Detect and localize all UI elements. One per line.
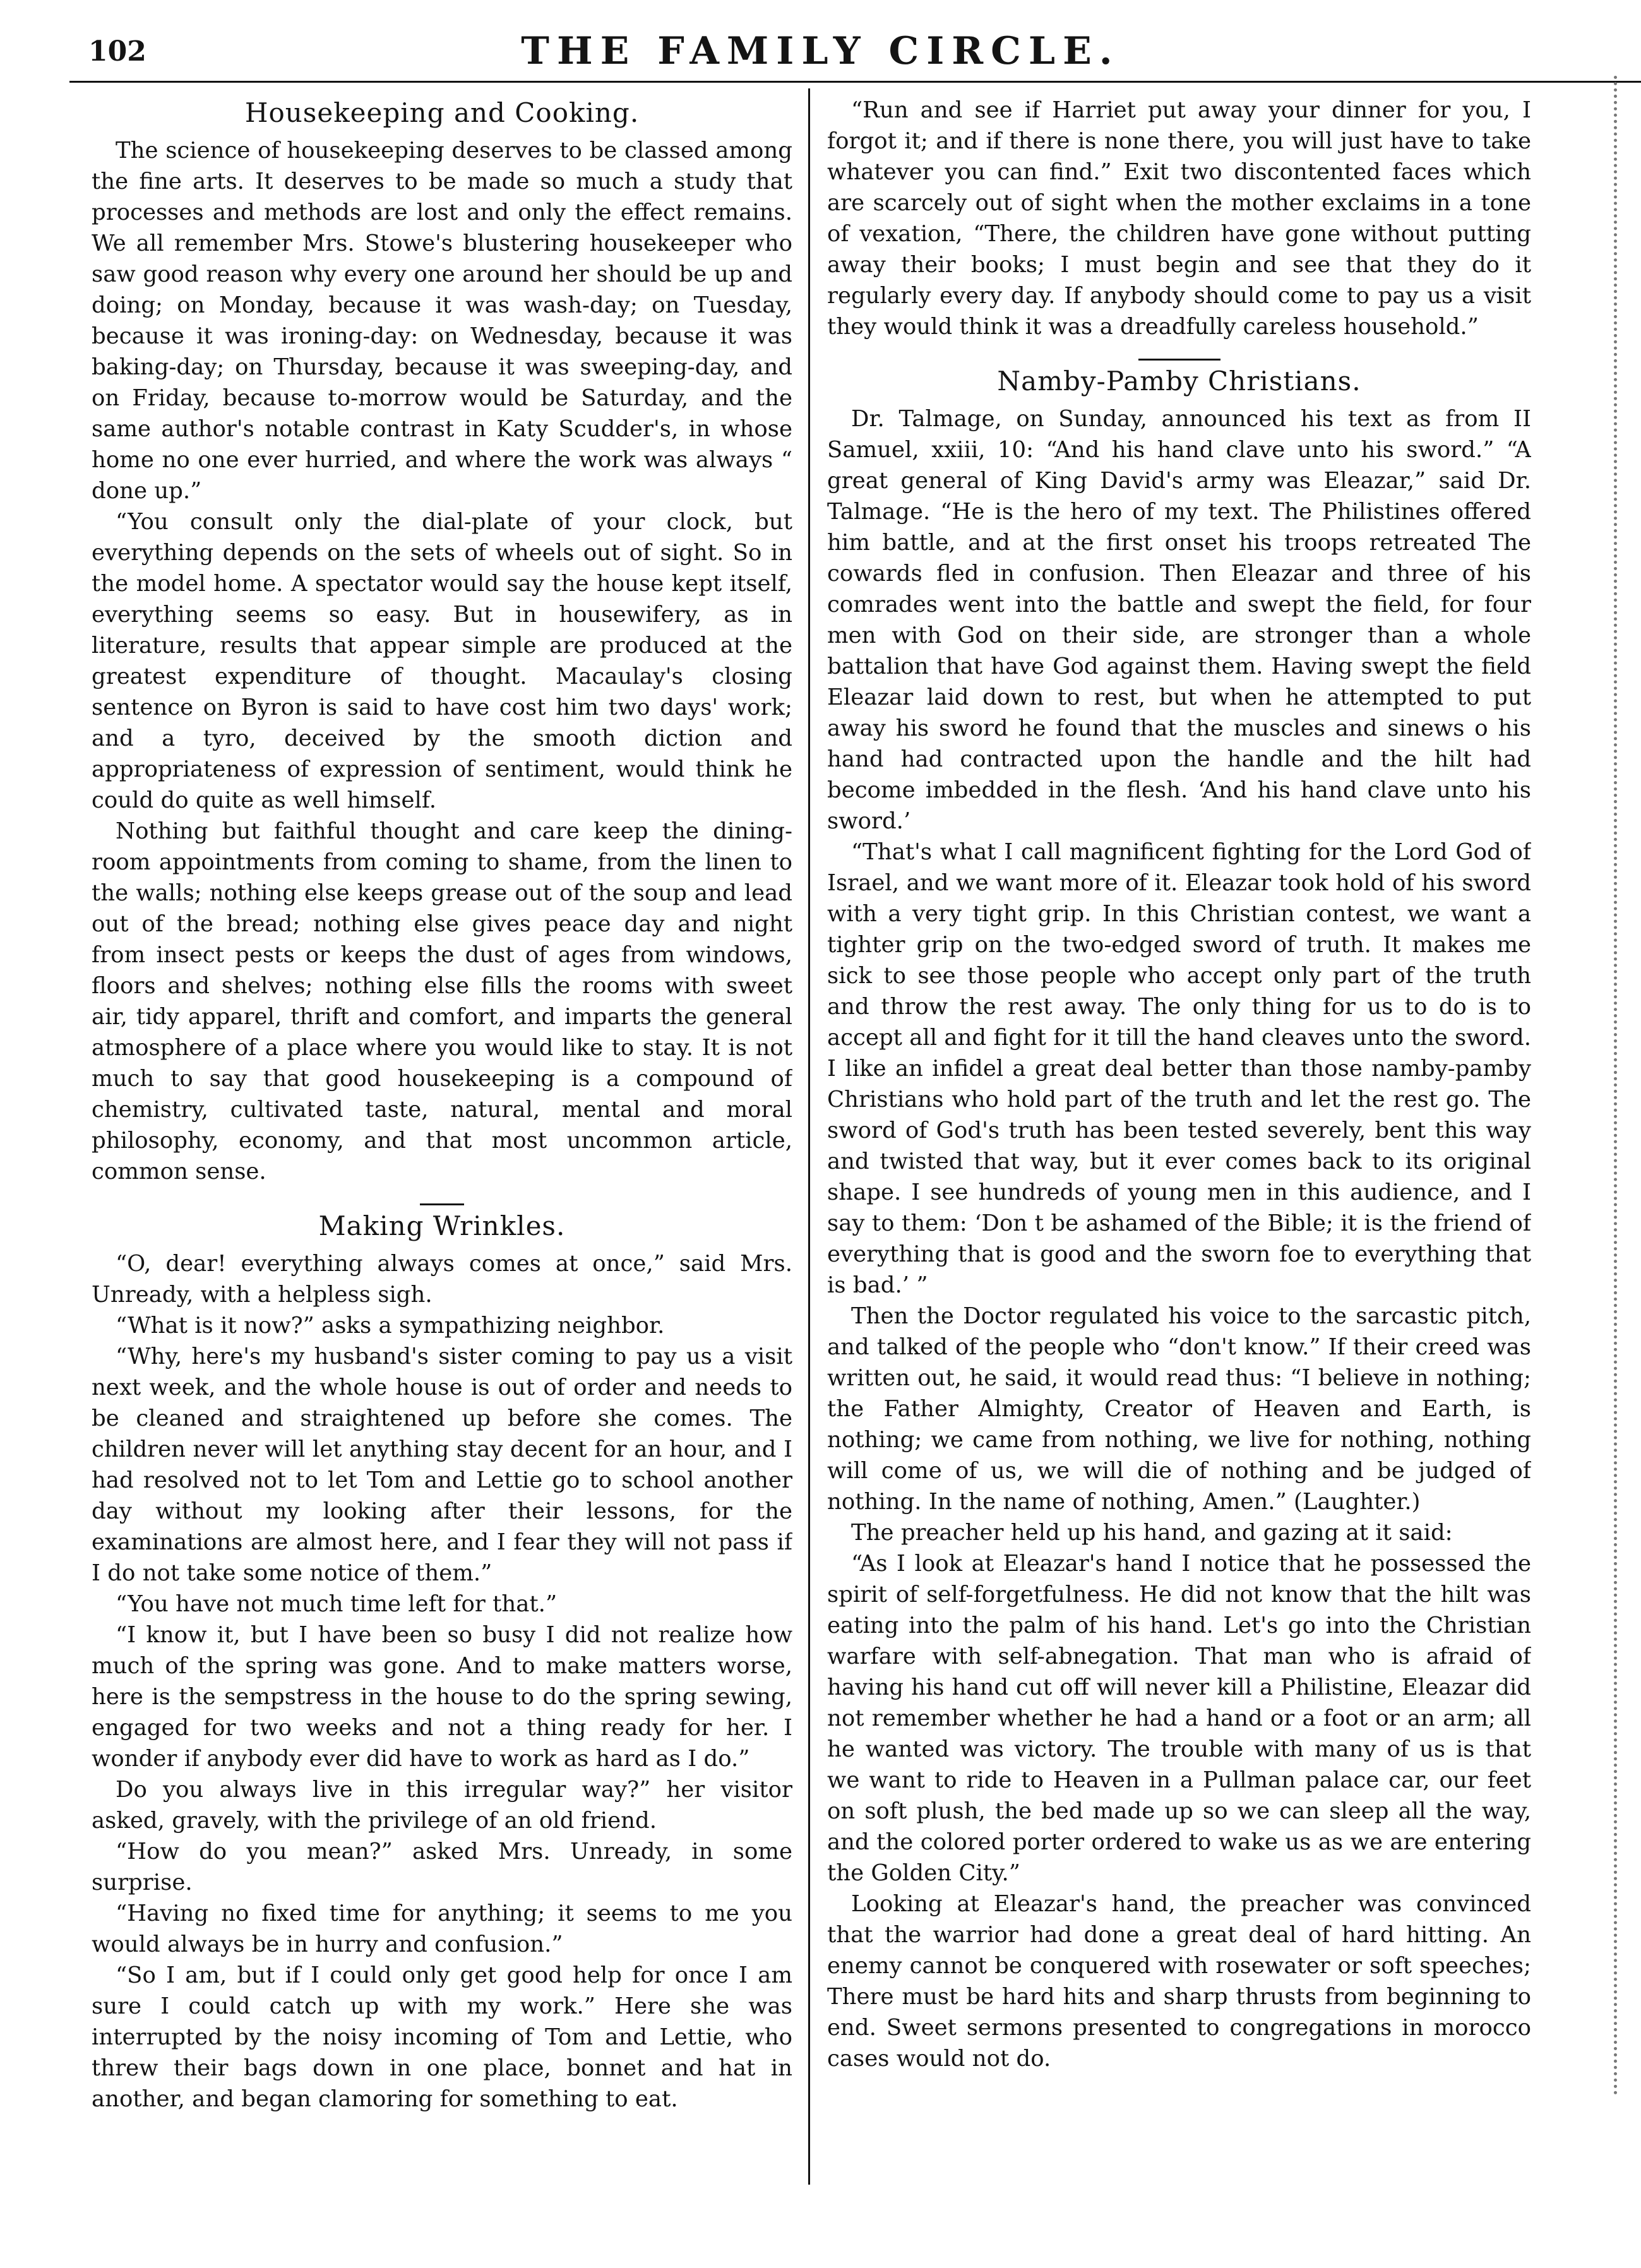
article-heading-namby-pamby: Namby-Pamby Christians. — [997, 366, 1361, 397]
paragraph: “You consult only the dial-plate of your clock, but everything depends on the sets of wheels out of sight. So in the model home. A spectator would say the house kept itself, everything seems so easy. But in housewifery, as in literature, results that appear simple are produced at the greatest expenditure of thought. Macaulay's closing sentence on Byron is said to have cost him two days' work; and a tyro, deceived by the smooth diction and appropriateness of expression of sentiment, would think he could do quite as well himself. — [92, 509, 792, 813]
left-column — [92, 95, 792, 2159]
journal-title: THE FAMILY CIRCLE. — [521, 29, 1120, 73]
paragraph: “As I look at Eleazar's hand I notice that he possessed the spirit of self-forgetfulness. He did not know that the hilt was eating into the palm of his hand. Let's go into the Christian warfare with self-abnegation. That man who is afraid of having his hand cut off will never kill a Philistine, Eleazar did not remember whether he had a hand or a foot or an arm; all he wanted was victory. The trouble with many of us is that we want to ride to Heaven in a Pullman palace car, our feet on soft plush, the bed made up so we can sleep all the way, and the colored porter ordered to wake us as we are entering the Golden City.” — [827, 1551, 1531, 1886]
article-wrinkles — [92, 1248, 792, 2115]
article-wrinkles-continued — [827, 95, 1531, 342]
paragraph: Dr. Talmage, on Sunday, announced his text as from II Samuel, xxiii, 10: “And his hand clave unto his sword.” “A great general of King David's army was Eleazar,” said Dr. Talmage. “He is the hero of my text. The Philistines offered him battle, and at the first onset his troops retreated The cowards fled in confusion. Then Eleazar and three of his comrades went into the battle and swept the field, for four men with God on their side, are stronger than a whole battalion that have God against them. Having swept the field Eleazar laid down to rest, but when he attempted to put away his sword he found that the muscles and sinews o his hand had contracted upon the handle and the hilt had become imbedded in the flesh. ‘And his hand clave unto his sword.’ — [827, 406, 1531, 834]
paragraph: “I know it, but I have been so busy I did not realize how much of the spring was gone. And to make matters worse, here is the sempstress in the house to do the spring sewing, engaged for two weeks and not a thing ready for her. I wonder if anybody ever did have to work as hard as I do.” — [92, 1622, 792, 1772]
header-rule — [69, 81, 1641, 83]
paragraph: The science of housekeeping deserves to be classed among the fine arts. It deserves to be made so much a study that processes and methods are lost and only the effect remains. We all remember Mrs. Stowe's blustering housekeeper who saw good reason why every one around her should be up and doing; on Monday, because it was wash-day; on Tuesday, because it was ironing-day: on Wednesday, because it was baking-day; on Thursday, because it was sweeping-day, and on Friday, because to-morrow would be Saturday, and the same author's notable contrast in Katy Scudder's, in whose home no one ever hurried, and where the work was always “ done up.” — [92, 138, 792, 504]
paragraph: “How do you mean?” asked Mrs. Unready, in some surprise. — [92, 1839, 792, 1895]
paragraph: Do you always live in this irregular way?” her visitor asked, gravely, with the privilege of an old friend. — [92, 1777, 792, 1834]
paragraph: Looking at Eleazar's hand, the preacher was convinced that the warrior had done a great deal of hard hitting. An enemy cannot be conquered with rosewater or soft speeches; There must be hard hits and sharp thrusts from beginning to end. Sweet sermons presented to congregations in morocco cases would not do. — [827, 1891, 1531, 2072]
article-namby-pamby — [827, 403, 1531, 2074]
paragraph: “Why, here's my husband's sister coming to pay us a visit next week, and the whole house is out of order and needs to be cleaned and straightened up before she comes. The children never will let anything stay decent for an hour, and I had resolved not to let Tom and Lettie go to school another day without my looking after their lessons, for the examinations are almost here, and I fear they will not pass if I do not take some notice of them.” — [92, 1344, 792, 1586]
paragraph: “O, dear! everything always comes at once,” said Mrs. Unready, with a helpless sigh. — [92, 1251, 792, 1308]
page-number: 102 — [88, 35, 146, 68]
article-heading-housekeeping: Housekeeping and Cooking. — [244, 97, 640, 128]
article-heading-wrinkles: Making Wrinkles. — [318, 1210, 566, 1241]
paragraph: The preacher held up his hand, and gazing at it said: — [851, 1520, 1453, 1546]
article-housekeeping — [92, 135, 792, 1187]
section-separator — [420, 1203, 464, 1205]
paragraph: “Having no fixed time for anything; it seems to me you would always be in hurry and confusion.” — [92, 1901, 792, 1957]
paragraph: “So I am, but if I could only get good help for once I am sure I could catch up with my work.” Here she was interrupted by the noisy incoming of Tom and Lettie, who threw their bags down in one place, bonnet and hat in another, and began clamoring for something to eat. — [92, 1962, 792, 2112]
section-separator — [1138, 359, 1220, 361]
right-column — [827, 95, 1531, 2159]
paragraph: “Run and see if Harriet put away your dinner for you, I forgot it; and if there is none there, you will just have to take whatever you can find.” Exit two discontented faces which are scarcely out of sight when the mother exclaims in a tone of vexation, “There, the children have gone without putting away their books; I must begin and see that they do it regularly every day. If anybody should come to pay us a visit they would think it was a dreadfully careless household.” — [827, 97, 1531, 340]
paragraph: Nothing but faithful thought and care keep the dining-room appointments from coming to shame, from the linen to the walls; nothing else keeps grease out of the soup and lead out of the bread; nothing else gives peace day and night from insect pests or keeps the dust of ages from windows, floors and shelves; nothing else fills the rooms with sweet air, tidy apparel, thrift and comfort, and imparts the general atmosphere of a place where you would like to stay. It is not much to say that good housekeeping is a compound of chemistry, cultivated taste, natural, mental and moral philosophy, economy, and that most uncommon article, common sense. — [92, 818, 792, 1185]
paragraph: “That's what I call magnificent fighting for the Lord God of Israel, and we want more of it. Eleazar took hold of his sword with a very tight grip. In this Christian contest, we want a tighter grip on the two-edged sword of truth. It makes me sick to see those people who accept only part of the truth and throw the rest away. The only thing for us to do is to accept all and fight for it till the hand cleaves unto the sword. I like an infidel a great deal better than those namby-pamby Christians who hold part of the truth and let the rest go. The sword of God's truth has been tested severely, bent this way and twisted that way, but it ever comes back to its original shape. I see hundreds of young men in this audience, and I say to them: ‘Don t be ashamed of the Bible; it is the friend of everything that is good and the sworn foe to everything that is bad.’ ” — [827, 839, 1531, 1298]
scan-edge-rule — [1614, 76, 1617, 2096]
paragraph: “You have not much time left for that.” — [116, 1591, 558, 1617]
paragraph: “What is it now?” asks a sympathizing neighbor. — [116, 1313, 665, 1339]
column-rule — [808, 88, 810, 2185]
paragraph: Then the Doctor regulated his voice to the sarcastic pitch, and talked of the people who “don't know.” If their creed was written out, he said, it would read thus: “I believe in nothing; the Father Almighty, Creator of Heaven and Earth, is nothing; we came from nothing, we live for nothing, nothing will come of us, we will die of nothing and be judged of nothing. In the name of nothing, Amen.” (Laughter.) — [827, 1303, 1531, 1515]
